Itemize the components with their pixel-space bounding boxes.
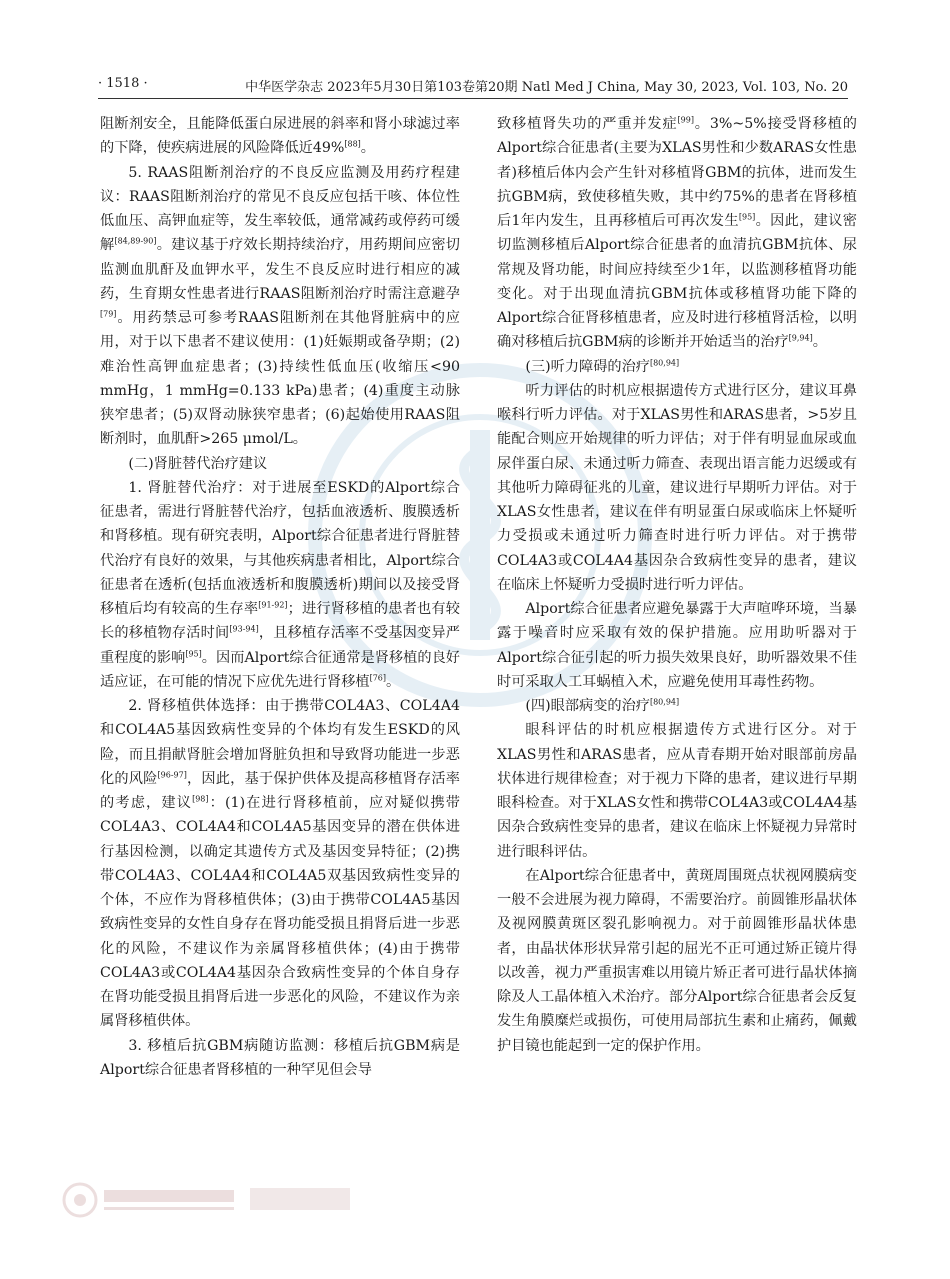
paragraph: 在Alport综合征患者中，黄斑周围斑点状视网膜病变一般不会进展为视力障碍，不需要治疗。前圆锥形晶状体及视网膜黄斑区裂孔影响视力。对于前圆锥形晶状体患者，由晶状体形状异常引起的屈光不正可通过矫正镜片得以改善，视力严重损害难以用镜片矫正者可进行晶状体摘除及人工晶体植入术治疗。部分Alport综合征患者会反复发生角膜糜烂或损伤，可使用局部抗生素和止痛药，佩戴护目镜也能起到一定的保护作用。 — [497, 867, 857, 1054]
publisher-logo — [60, 1180, 360, 1220]
paragraph: 听力评估的时机应根据遗传方式进行区分，建议耳鼻喉科行听力评估。对于XLAS男性和ARAS患者，>5岁且能配合则应开始规律的听力评估；对于伴有明显血尿或血尿伴蛋白尿、未通过听力筛查、表现出语言能力迟缓或有其他听力障碍征兆的儿童，建议进行早期听力评估。对于XLAS女性患者，建议在伴有明显蛋白尿或临床上怀疑听力受损或未通过听力筛查时进行听力评估。对于携带COL4A3或COL4A4基因杂合致病性变异的患者，建议在临床上怀疑听力受损时进行听力评估。 — [497, 382, 857, 593]
publisher-logo-graphic — [60, 1180, 360, 1220]
paragraph: 1. 肾脏替代治疗：对于进展至ESKD的Alport综合征患者，需进行肾脏替代治疗，包括血液透析、腹膜透析和肾移植。现有研究表明，Alport综合征患者进行肾脏替代治疗有良好的效果，与其他疾病患者相比，Alport综合征患者在透析(包括血液透析和腹膜透析)期间以及接受肾移植后均有较高的生存率[91-92]；进行肾移植的患者也有较长的移植物存活时间[93-94]，且移植存活率不受基因变异严重程度的影响[95]。因而Alport综合征通常是肾移植的良好适应证，在可能的情况下应优先进行肾移植[76]。 — [100, 479, 460, 690]
running-header — [98, 72, 848, 99]
paragraph: 3. 移植后抗GBM病随访监测：移植后抗GBM病是Alport综合征患者肾移植的一种罕见但会导 — [100, 1037, 460, 1078]
left-column — [100, 112, 460, 1082]
paragraph: 阻断剂安全，且能降低蛋白尿进展的斜率和肾小球滤过率的下降，使疾病进展的风险降低近49%[88]。 — [100, 116, 460, 157]
section-heading: (二)肾脏替代治疗建议 — [128, 455, 268, 472]
paragraph: 眼科评估的时机应根据遗传方式进行区分。对于XLAS男性和ARAS患者，应从青春期开始对眼部前房晶状体进行规律检查；对于视力下降的患者，建议进行早期眼科检查。对于XLAS女性和携带COL4A3或COL4A4基因杂合致病性变异的患者，建议在临床上怀疑视力异常时进行眼科评估。 — [497, 722, 857, 860]
paragraph: 致移植肾失功的严重并发症[99]。3%~5%接受肾移植的Alport综合征患者(主要为XLAS男性和少数ARAS女性患者)移植后体内会产生针对移植肾GBM的抗体，进而发生抗GBM病，致使移植失败，其中约75%的患者在肾移植后1年内发生，且再移植后可再次发生[95]。因此，建议密切监测移植后Alport综合征患者的血清抗GBM抗体、尿常规及肾功能，时间应持续至少1年，以监测移植肾功能变化。对于出现血清抗GBM抗体或移植肾功能下降的Alport综合征肾移植患者，应及时进行移植肾活检，以明确对移植后抗GBM病的诊断并开始适当的治疗[9,94]。 — [497, 115, 857, 351]
right-column — [497, 112, 857, 1058]
journal-citation: 中华医学杂志 2023年5月30日第103卷第20期 Natl Med J China, May 30, 2023, Vol. 103, No. 20 — [245, 80, 848, 95]
paragraph: 5. RAAS阻断剂治疗的不良反应监测及用药疗程建议：RAAS阻断剂治疗的常见不良反应包括干咳、体位性低血压、高钾血症等，发生率较低，通常减药或停药可缓解[84,89-90]。建议基于疗效长期持续治疗，用药期间应密切监测血肌酐及血钾水平，发生不良反应时进行相应的减药，生育期女性患者进行RAAS阻断剂治疗时需注意避孕[79]。用药禁忌可参考RAAS阻断剂在其他肾脏病中的应用，对于以下患者不建议使用：(1)妊娠期或备孕期；(2)难治性高钾血症患者；(3)持续性低血压(收缩压<90 mmHg，1 mmHg=0.133 kPa)患者；(4)重度主动脉狭窄患者；(5)双肾动脉狭窄患者；(6)起始使用RAAS阻断剂时，血肌酐>265 μmol/L。 — [100, 164, 460, 448]
paragraph: Alport综合征患者应避免暴露于大声喧哗环境，当暴露于噪音时应采取有效的保护措施。应用助听器对于Alport综合征引起的听力损失效果良好，助听器效果不佳时可采取人工耳蜗植入术，应避免使用耳毒性药物。 — [497, 601, 857, 690]
section-heading: (四)眼部病变的治疗[80,94] — [525, 697, 680, 714]
paragraph: 2. 肾移植供体选择：由于携带COL4A3、COL4A4和COL4A5基因致病性变异的个体均有发生ESKD的风险，而且捐献肾脏会增加肾脏负担和导致肾功能进一步恶化的风险[96-97]，因此，基于保护供体及提高移植肾存活率的考虑，建议[98]：(1)在进行肾移植前，应对疑似携带COL4A3、COL4A4和COL4A5基因变异的潜在供体进行基因检测，以确定其遗传方式及基因变异特征；(2)携带COL4A3、COL4A4和COL4A5双基因致病性变异的个体，不应作为肾移植供体；(3)由于携带COL4A5基因致病性变异的女性自身存在肾功能受损且捐肾后进一步恶化的风险，不建议作为亲属肾移植供体；(4)由于携带COL4A3或COL4A4基因杂合致病性变异的个体自身存在肾功能受损且捐肾后进一步恶化的风险，不建议作为亲属肾移植供体。 — [100, 698, 460, 1030]
page-number: · 1518 · — [98, 76, 148, 91]
section-heading: (三)听力障碍的治疗[80,94] — [525, 357, 680, 375]
